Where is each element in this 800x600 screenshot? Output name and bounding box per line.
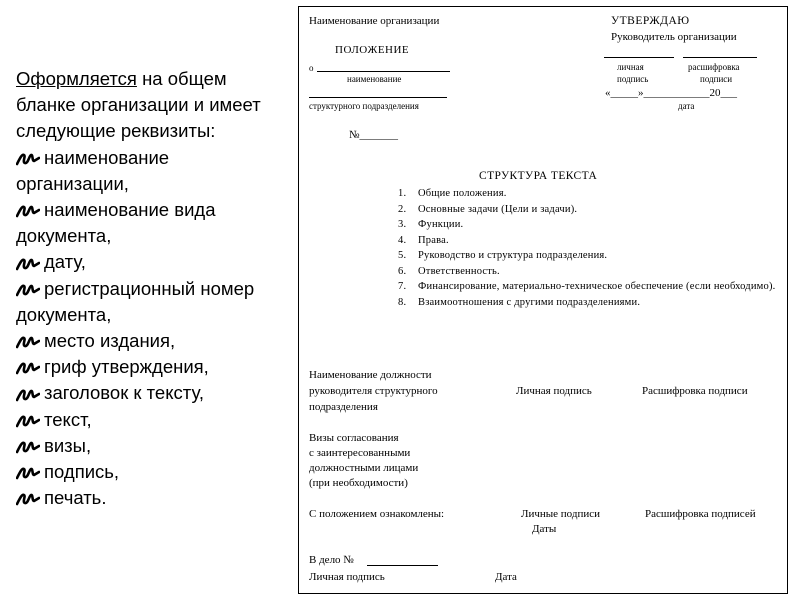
structure-item	[398, 233, 783, 249]
requisite-item	[16, 380, 286, 406]
structure-item	[398, 295, 783, 311]
struct-line	[309, 97, 447, 98]
date-line: «_____»____________20___	[605, 87, 737, 99]
requisite-text: наименование вида документа,	[16, 199, 216, 247]
scribble-arrow-icon	[16, 335, 40, 349]
file-date: Дата	[495, 571, 517, 583]
personal-sign-label-1: личная	[617, 62, 644, 72]
structure-item	[398, 217, 783, 233]
struct-div-label: структурного подразделения	[309, 101, 419, 111]
acq-label: С положением ознакомлены:	[309, 508, 445, 520]
sig-line-2: руководителя структурного	[309, 385, 438, 397]
structure-item-text: Основные задачи (Цели и задачи).	[418, 203, 578, 215]
structure-item	[398, 248, 783, 264]
decode-label-1: расшифровка	[688, 62, 740, 72]
date-label: дата	[678, 101, 695, 111]
requisites-list	[16, 145, 286, 512]
structure-item-number: 2.	[398, 203, 407, 215]
structure-item-number: 6.	[398, 265, 407, 277]
requisite-text: дату,	[44, 251, 86, 273]
requisite-item	[16, 459, 286, 485]
naimenovanie-label: наименование	[347, 74, 402, 84]
requisite-text: визы,	[44, 434, 92, 456]
requisite-text: гриф утверждения,	[44, 356, 209, 378]
requisite-text: место издания,	[44, 330, 176, 352]
structure-item-text: Функции.	[418, 219, 464, 230]
requisite-item	[16, 276, 286, 328]
requisite-text: текст,	[44, 408, 92, 430]
signature-line	[604, 57, 674, 58]
requisite-item	[16, 197, 286, 249]
sig-line-1: Наименование должности	[309, 369, 432, 381]
intro-rest: на общем бланке организации и имеет следующие реквизиты:	[16, 68, 261, 142]
visa-line-2: с заинтересованными	[309, 447, 411, 459]
scribble-arrow-icon	[16, 466, 40, 480]
visa-line-3: должностными лицами	[309, 462, 419, 474]
requisite-item	[16, 328, 286, 354]
visa-line-1: Визы согласования	[309, 432, 399, 444]
scribble-arrow-icon	[16, 152, 40, 166]
decode-line	[683, 57, 757, 58]
structure-item-text: Взаимоотношения с другими подразделениями.	[418, 296, 641, 308]
o-prefix: о	[309, 63, 314, 73]
requisite-item	[16, 249, 286, 275]
scribble-arrow-icon	[16, 414, 40, 428]
structure-item-number: 8.	[398, 296, 407, 308]
sig-personal: Личная подпись	[516, 385, 592, 397]
requisite-text: печать.	[44, 487, 107, 509]
requisite-item	[16, 433, 286, 459]
requisite-item	[16, 485, 286, 511]
scribble-arrow-icon	[16, 283, 40, 297]
structure-list	[398, 186, 783, 310]
intro-underlined: Оформляется	[16, 68, 137, 89]
approve-stamp: УТВЕРЖДАЮ	[611, 15, 690, 27]
org-name: Наименование организации	[309, 15, 440, 27]
decode-label-2: подписи	[700, 74, 733, 84]
structure-item-number: 3.	[398, 219, 407, 230]
scribble-arrow-icon	[16, 204, 40, 218]
scribble-arrow-icon	[16, 388, 40, 402]
structure-item-number: 4.	[398, 234, 407, 246]
structure-item-text: Права.	[418, 234, 449, 246]
scribble-arrow-icon	[16, 257, 40, 271]
acq-dates: Даты	[532, 523, 557, 535]
scribble-arrow-icon	[16, 440, 40, 454]
head-title: Руководитель организации	[611, 31, 737, 43]
structure-item-text: Общие положения.	[418, 188, 507, 199]
requisite-text: подпись,	[44, 461, 120, 483]
structure-item	[398, 202, 783, 218]
requisite-text: регистрационный номер документа,	[16, 277, 255, 325]
acq-personal: Личные подписи	[521, 508, 600, 520]
document-form	[298, 6, 788, 594]
structure-item	[398, 186, 783, 202]
structure-item-text: Финансирование, материально-техническое обеспечение (если необходимо).	[418, 281, 776, 292]
requisite-item	[16, 407, 286, 433]
structure-item	[398, 264, 783, 280]
sig-decode: Расшифровка подписи	[642, 385, 748, 397]
requisite-item	[16, 145, 286, 197]
scribble-arrow-icon	[16, 492, 40, 506]
polozhenie-title: ПОЛОЖЕНИЕ	[335, 44, 410, 56]
requisite-text: наименование организации,	[16, 146, 170, 194]
personal-sign-label-2: подпись	[617, 74, 649, 84]
doc-number: №_______	[349, 129, 398, 141]
structure-item-number: 1.	[398, 188, 407, 199]
structure-item-text: Руководство и структура подразделения.	[418, 250, 608, 261]
structure-item-number: 5.	[398, 250, 407, 261]
intro-text	[16, 66, 286, 145]
requisite-text: заголовок к тексту,	[44, 382, 204, 404]
file-label: В дело №	[309, 554, 354, 566]
name-line	[317, 71, 450, 72]
visa-line-4: (при необходимости)	[309, 477, 408, 489]
structure-item-text: Ответственность.	[418, 265, 500, 277]
acq-decode: Расшифровка подписей	[645, 508, 756, 520]
requisite-item	[16, 354, 286, 380]
struct-title: СТРУКТУРА ТЕКСТА	[479, 170, 598, 182]
scribble-arrow-icon	[16, 361, 40, 375]
file-number-line	[367, 565, 438, 566]
sig-line-3: подразделения	[309, 401, 378, 413]
file-personal: Личная подпись	[309, 571, 385, 583]
requisites-description	[16, 66, 286, 511]
structure-item	[398, 279, 783, 295]
structure-item-number: 7.	[398, 281, 407, 292]
